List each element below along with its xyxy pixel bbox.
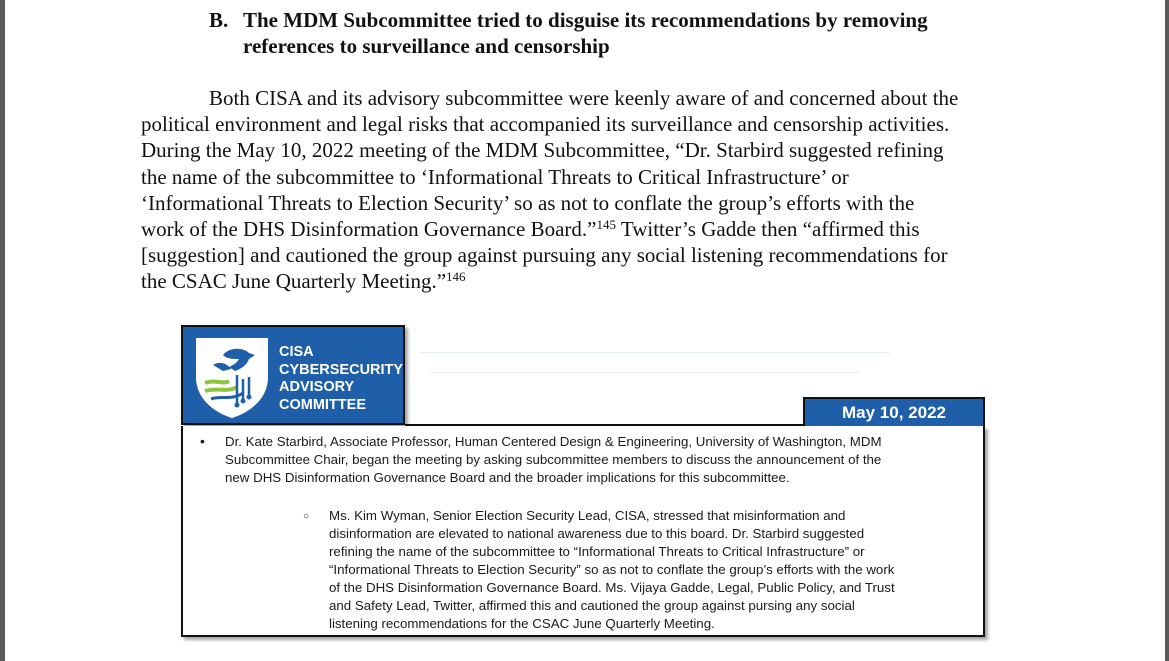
meeting-notes-box (181, 426, 985, 637)
note2-line-5: of the DHS Disinformation Governance Board. Ms. Vijaya Gadde, Legal, Public Policy, and Trust (329, 580, 895, 595)
section-letter: B. (209, 8, 229, 32)
note2-line-1: Ms. Kim Wyman, Senior Election Security Lead, CISA, stressed that misinformation and (329, 508, 846, 523)
paragraph-line-2: political environment and legal risks that accompanied its surveillance and censorship activities. (141, 112, 950, 137)
page-edge-left (0, 0, 5, 661)
paragraph-line-1: Both CISA and its advisory subcommittee were keenly aware of and concerned about the (209, 86, 959, 110)
page-edge-right (1165, 0, 1169, 661)
paragraph-line-6a: work of the DHS Disinformation Governance Board.” (141, 217, 597, 242)
cisa-logo-text (279, 344, 403, 414)
paragraph-line-4: the name of the subcommittee to ‘Informational Threats to Critical Infrastructure’ or (141, 164, 849, 189)
meeting-date-badge: May 10, 2022 (803, 397, 985, 428)
footnote-146[interactable]: 146 (446, 269, 466, 285)
section-title-line-1: The MDM Subcommittee tried to disguise its recommendations by removing (243, 8, 928, 32)
footnote-145[interactable]: 145 (596, 217, 616, 233)
note2-line-6: and Safety Lead, Twitter, affirmed this and cautioned the group against pursing any social (329, 598, 855, 613)
section-heading (209, 7, 1029, 59)
faint-line (430, 372, 860, 373)
paragraph-line-3: During the May 10, 2022 meeting of the MDM Subcommittee, “Dr. Starbird suggested refining (141, 138, 944, 163)
logo-line-3: ADVISORY (279, 379, 355, 396)
note2-line-2: disinformation are elevated to national awareness due to this board. Dr. Starbird suggested (329, 526, 865, 541)
cisa-shield-logo-icon (193, 335, 271, 419)
paragraph-line-8: the CSAC June Quarterly Meeting.” (141, 269, 447, 294)
note2-line-7: listening recommendations for the CSAC June Quarterly Meeting. (329, 616, 715, 631)
bullet-icon: • (200, 433, 205, 449)
paragraph-line-7: [suggestion] and cautioned the group against pursuing any social listening recommendations for (141, 243, 948, 268)
note1-line-3: new DHS Disinformation Governance Board and the broader implications for this subcommittee. (225, 470, 790, 485)
cisa-logo-block (181, 325, 405, 425)
paragraph-line-5: ‘Informational Threats to Election Security’ so as not to conflate the group’s efforts with the (141, 190, 915, 215)
paragraph-line-6b: Twitter’s Gadde then “affirmed this (615, 217, 920, 242)
logo-line-2: CYBERSECURITY (279, 361, 404, 378)
note-starbird (225, 433, 980, 487)
section-title-line-2: references to surveillance and censorship (243, 34, 610, 58)
logo-line-1: CISA (279, 344, 314, 360)
note2-line-4: “Informational Threats to Election Security” so as not to conflate the group’s efforts with the work (329, 562, 895, 577)
logo-line-4: COMMITTEE (279, 396, 366, 413)
note1-line-1: Dr. Kate Starbird, Associate Professor, Human Centered Design & Engineering, University of Washington, MDM (225, 434, 882, 449)
note2-line-3: refining the name of the subcommittee to “Informational Threats to Critical Infrastructure” or (329, 544, 865, 559)
note1-line-2: Subcommittee Chair, began the meeting by asking subcommittee members to discuss the announcement of the (225, 452, 882, 467)
sub-bullet-icon: ○ (303, 511, 310, 522)
faint-line (420, 352, 890, 353)
note-wyman (329, 507, 984, 633)
body-paragraph (141, 85, 1026, 295)
